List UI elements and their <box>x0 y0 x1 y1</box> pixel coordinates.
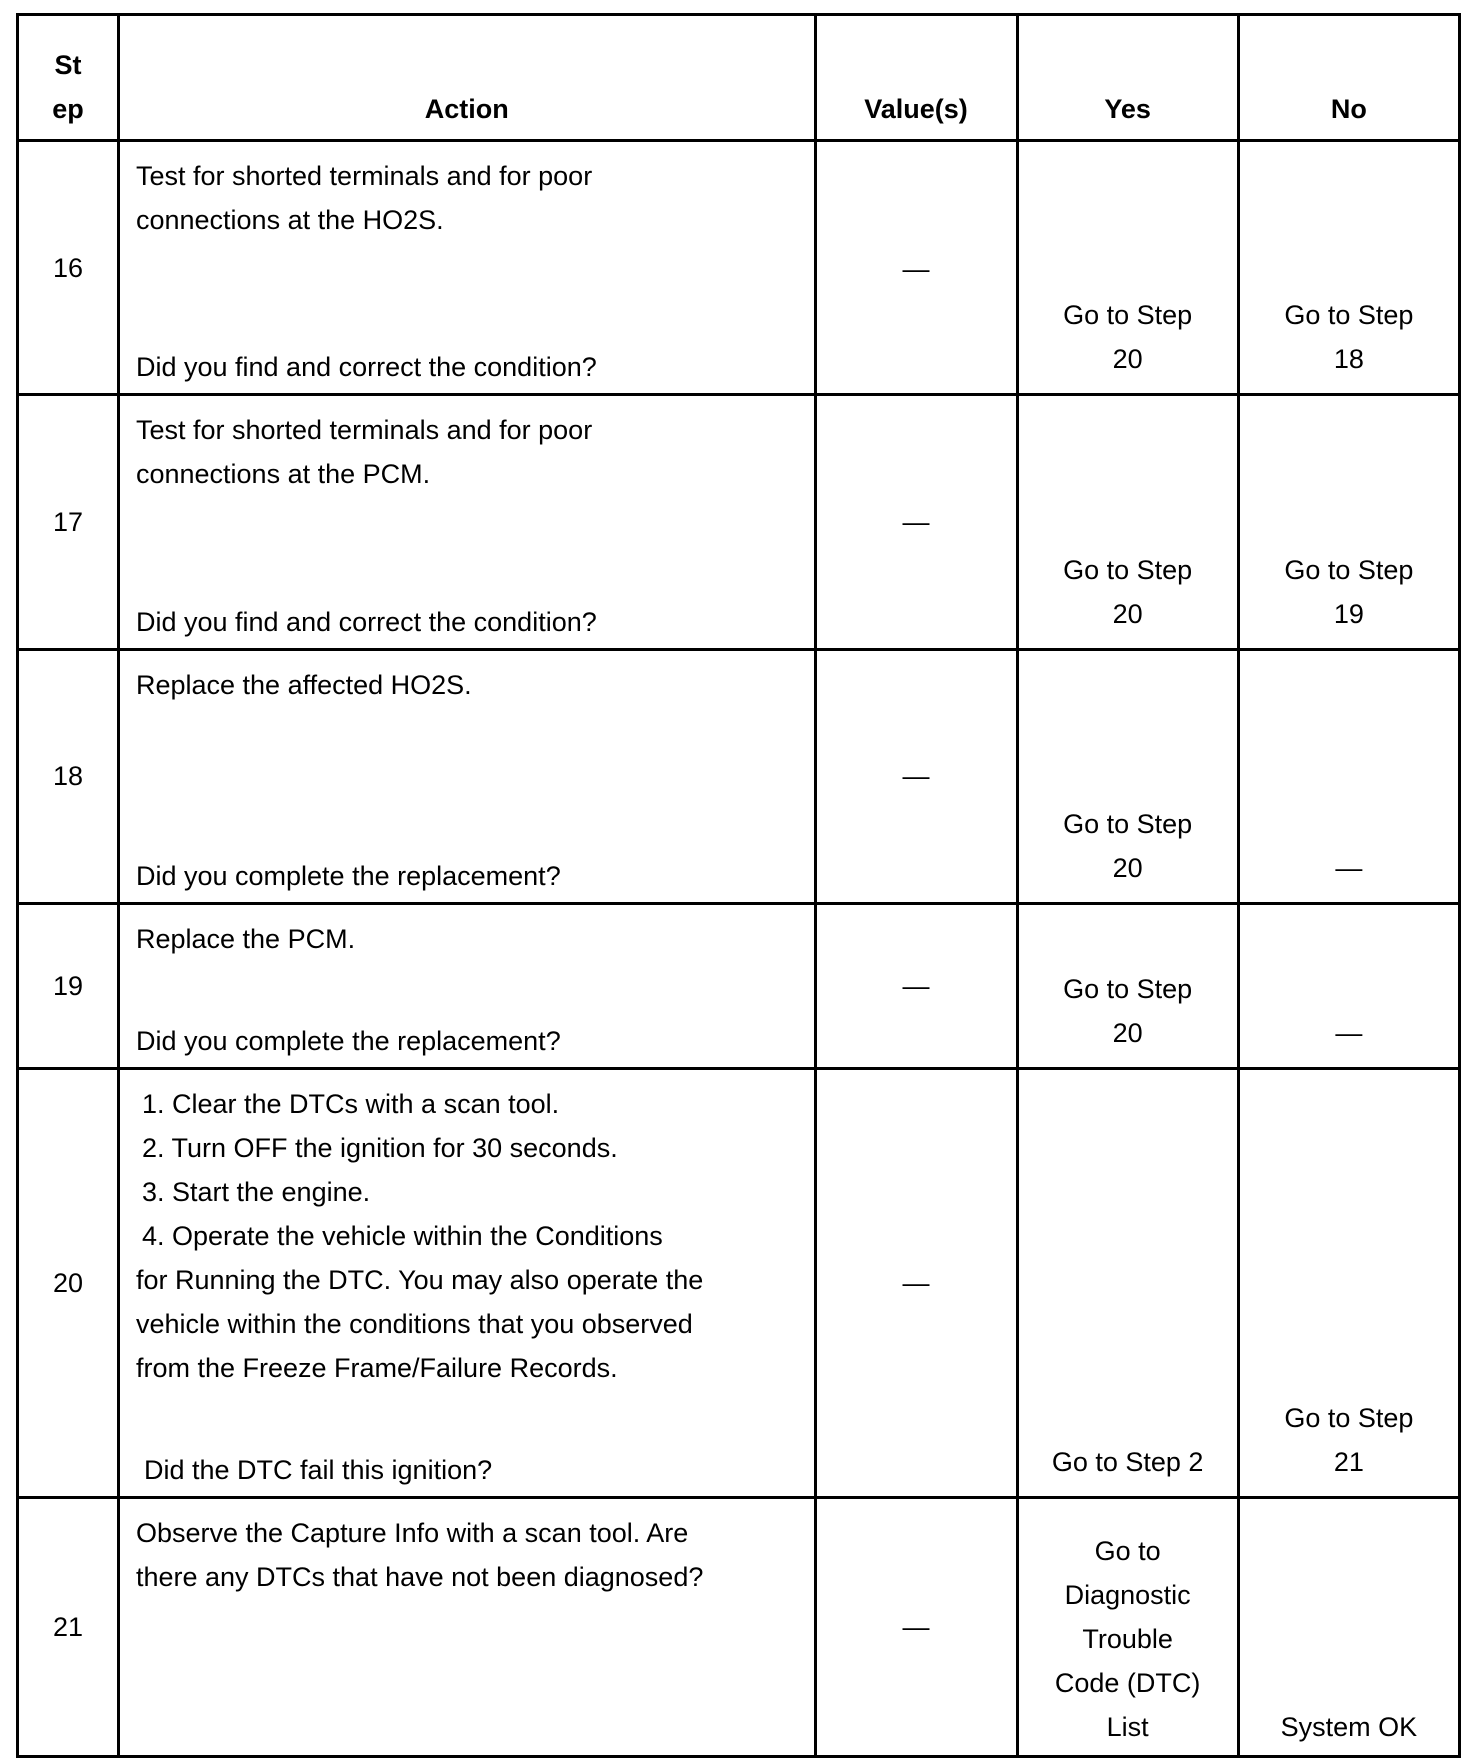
dash-value: — <box>902 1612 930 1643</box>
dash-value: — <box>902 761 930 792</box>
action-line: 1. Clear the DTCs with a scan tool. <box>141 1088 560 1119</box>
yes-text: Go to <box>1094 1536 1161 1566</box>
action-question: Did you complete the replacement? <box>135 860 561 891</box>
action-text <box>136 408 800 496</box>
table-row <box>18 395 1460 649</box>
action-line: Replace the affected HO2S. <box>135 669 472 700</box>
value-cell <box>815 649 1017 903</box>
diagnostic-table <box>16 13 1461 1758</box>
yes-cell <box>1017 1498 1238 1757</box>
action-cell <box>118 141 815 395</box>
action-line: connections at the PCM. <box>135 459 431 490</box>
action-line: Observe the Capture Info with a scan tool. Are <box>135 1518 689 1549</box>
dash-value: — <box>902 970 930 1001</box>
value-cell <box>815 903 1017 1068</box>
action-text <box>136 154 800 242</box>
yes-text: Go to Step <box>1063 973 1193 1004</box>
no-cell <box>1238 1498 1459 1757</box>
value-cell <box>815 1498 1017 1757</box>
table-row <box>18 1068 1460 1497</box>
yes-text: Go to Step 2 <box>1051 1447 1204 1478</box>
step-number: 21 <box>18 1498 119 1757</box>
dash-value: — <box>902 1267 930 1298</box>
yes-step: 20 <box>1112 852 1143 883</box>
table-row <box>18 1498 1460 1757</box>
action-question: Did the DTC fail this ignition? <box>143 1455 493 1486</box>
action-line: there any DTCs that have not been diagnosed? <box>135 1562 704 1593</box>
no-step: 18 <box>1333 344 1364 375</box>
action-line: from the Freeze Frame/Failure Records. <box>135 1352 618 1383</box>
yes-text: Code (DTC) <box>1054 1668 1201 1698</box>
action-line: Test for shorted terminals and for poor <box>135 415 593 446</box>
action-question: Did you complete the replacement? <box>135 1025 561 1056</box>
yes-text: Diagnostic <box>1064 1580 1191 1610</box>
step-number: 20 <box>18 1068 119 1497</box>
action-cell <box>118 903 815 1068</box>
yes-step: 20 <box>1112 1017 1143 1048</box>
action-cell <box>118 1498 815 1757</box>
action-text <box>136 917 800 961</box>
table-row <box>18 649 1460 903</box>
action-text <box>136 663 800 707</box>
table-row <box>18 903 1460 1068</box>
yes-cell <box>1017 141 1238 395</box>
no-cell <box>1238 395 1459 649</box>
yes-text: Go to Step <box>1063 808 1193 839</box>
no-step: 21 <box>1333 1447 1364 1478</box>
yes-cell <box>1017 1068 1238 1497</box>
action-cell <box>118 649 815 903</box>
no-cell <box>1238 141 1459 395</box>
header-row <box>18 15 1460 141</box>
value-cell <box>815 141 1017 395</box>
action-line: connections at the HO2S. <box>135 205 444 235</box>
yes-cell <box>1017 649 1238 903</box>
action-line: vehicle within the conditions that you observed <box>135 1308 693 1339</box>
step-number: 19 <box>18 903 119 1068</box>
header-step <box>18 15 119 141</box>
table-row <box>18 141 1460 395</box>
header-no: No <box>1238 15 1459 141</box>
no-text: Go to Step <box>1284 300 1414 331</box>
action-question: Did you find and correct the condition? <box>135 606 597 637</box>
yes-text: Go to Step <box>1063 554 1193 585</box>
yes-text: Go to Step <box>1063 300 1193 331</box>
dash-value: — <box>902 253 930 284</box>
yes-text: List <box>1106 1712 1149 1742</box>
action-line: for Running the DTC. You may also operate the <box>135 1264 704 1295</box>
no-text: Go to Step <box>1284 1403 1414 1434</box>
action-cell <box>118 395 815 649</box>
header-values: Value(s) <box>815 15 1017 141</box>
no-text: Go to Step <box>1284 554 1414 585</box>
yes-step: 20 <box>1112 344 1143 375</box>
no-text: — <box>1335 852 1363 883</box>
yes-step: 20 <box>1112 598 1143 629</box>
no-cell <box>1238 1068 1459 1497</box>
action-line: 4. Operate the vehicle within the Conditions <box>141 1220 663 1251</box>
value-cell <box>815 1068 1017 1497</box>
no-cell <box>1238 649 1459 903</box>
action-line: 2. Turn OFF the ignition for 30 seconds. <box>141 1132 618 1163</box>
no-text: System OK <box>1280 1712 1418 1742</box>
value-cell <box>815 395 1017 649</box>
action-line: Replace the PCM. <box>135 923 356 954</box>
header-yes: Yes <box>1017 15 1238 141</box>
yes-cell <box>1017 395 1238 649</box>
action-line: Test for shorted terminals and for poor <box>135 161 593 191</box>
step-number: 17 <box>18 395 119 649</box>
no-text: — <box>1335 1017 1363 1048</box>
action-text <box>136 1511 800 1599</box>
no-cell <box>1238 903 1459 1068</box>
no-step: 19 <box>1333 598 1364 629</box>
step-number: 18 <box>18 649 119 903</box>
action-question: Did you find and correct the condition? <box>135 352 597 383</box>
header-action: Action <box>118 15 815 141</box>
action-line: 3. Start the engine. <box>141 1176 371 1207</box>
header-step-line2: ep <box>52 94 84 124</box>
step-number: 16 <box>18 141 119 395</box>
dash-value: — <box>902 506 930 537</box>
action-cell <box>118 1068 815 1497</box>
yes-cell <box>1017 903 1238 1068</box>
action-text <box>136 1082 800 1390</box>
yes-text: Trouble <box>1082 1624 1173 1654</box>
header-step-line1: St <box>54 50 82 80</box>
